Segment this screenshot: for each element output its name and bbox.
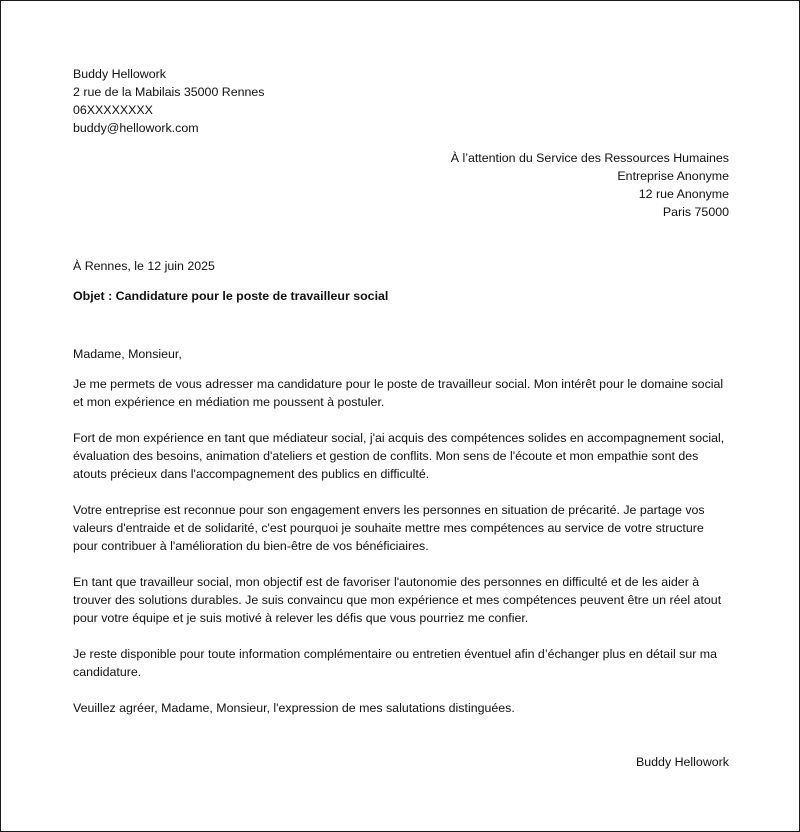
recipient-city: Paris 75000 (662, 205, 729, 219)
body-paragraph: Votre entreprise est reconnue pour son engagement envers les personnes en situation de précarité. Je partage vos valeurs d'entraide et de solidarité, c'est pourquoi je souhaite mettre mes compétences au service de votre structure pour contribuer à l'amélioration du bien-être de vos bénéficiaires. (73, 503, 705, 553)
signature: Buddy Hellowork (636, 755, 729, 769)
body-paragraph: Je reste disponible pour toute information complémentaire ou entretien éventuel afin d’échanger plus en détail sur ma candidature. (73, 647, 718, 679)
recipient-street: 12 rue Anonyme (638, 187, 729, 201)
letter-content (73, 65, 729, 771)
recipient-attention: À l’attention du Service des Ressources Humaines (450, 151, 729, 165)
greeting: Madame, Monsieur, (73, 347, 182, 361)
recipient-block (73, 149, 729, 221)
date-line: À Rennes, le 12 juin 2025 (73, 259, 215, 273)
body-paragraph: Je me permets de vous adresser ma candidature pour le poste de travailleur social. Mon intérêt pour le domaine social et mon expérience en médiation me poussent à postuler. (73, 377, 724, 409)
sender-name: Buddy Hellowork (73, 67, 166, 81)
sender-email: buddy@hellowork.com (73, 121, 199, 135)
subject-line: Objet : Candidature pour le poste de travailleur social (73, 289, 389, 303)
sender-block (73, 65, 729, 137)
body-paragraph: Fort de mon expérience en tant que médiateur social, j'ai acquis des compétences solides en accompagnement social, évaluation des besoins, animation d'ateliers et gestion de conflits. Mon sens de l'écoute et mon empathie sont des atouts précieux dans l'accompagnement des publics en difficulté. (73, 431, 725, 481)
sender-address: 2 rue de la Mabilais 35000 Rennes (73, 85, 265, 99)
closing-formula: Veuillez agréer, Madame, Monsieur, l'expression de mes salutations distinguées. (73, 701, 515, 715)
recipient-company: Entreprise Anonyme (617, 169, 729, 183)
body-paragraph: En tant que travailleur social, mon objectif est de favoriser l'autonomie des personnes en difficulté et de les aider à trouver des solutions durables. Je suis convaincu que mon expérience et mes compétences peuvent être un réel atout pour votre équipe et je suis motivé à relever les défis que vous pourriez me confier. (73, 575, 722, 625)
sender-phone: 06XXXXXXXX (73, 103, 153, 117)
